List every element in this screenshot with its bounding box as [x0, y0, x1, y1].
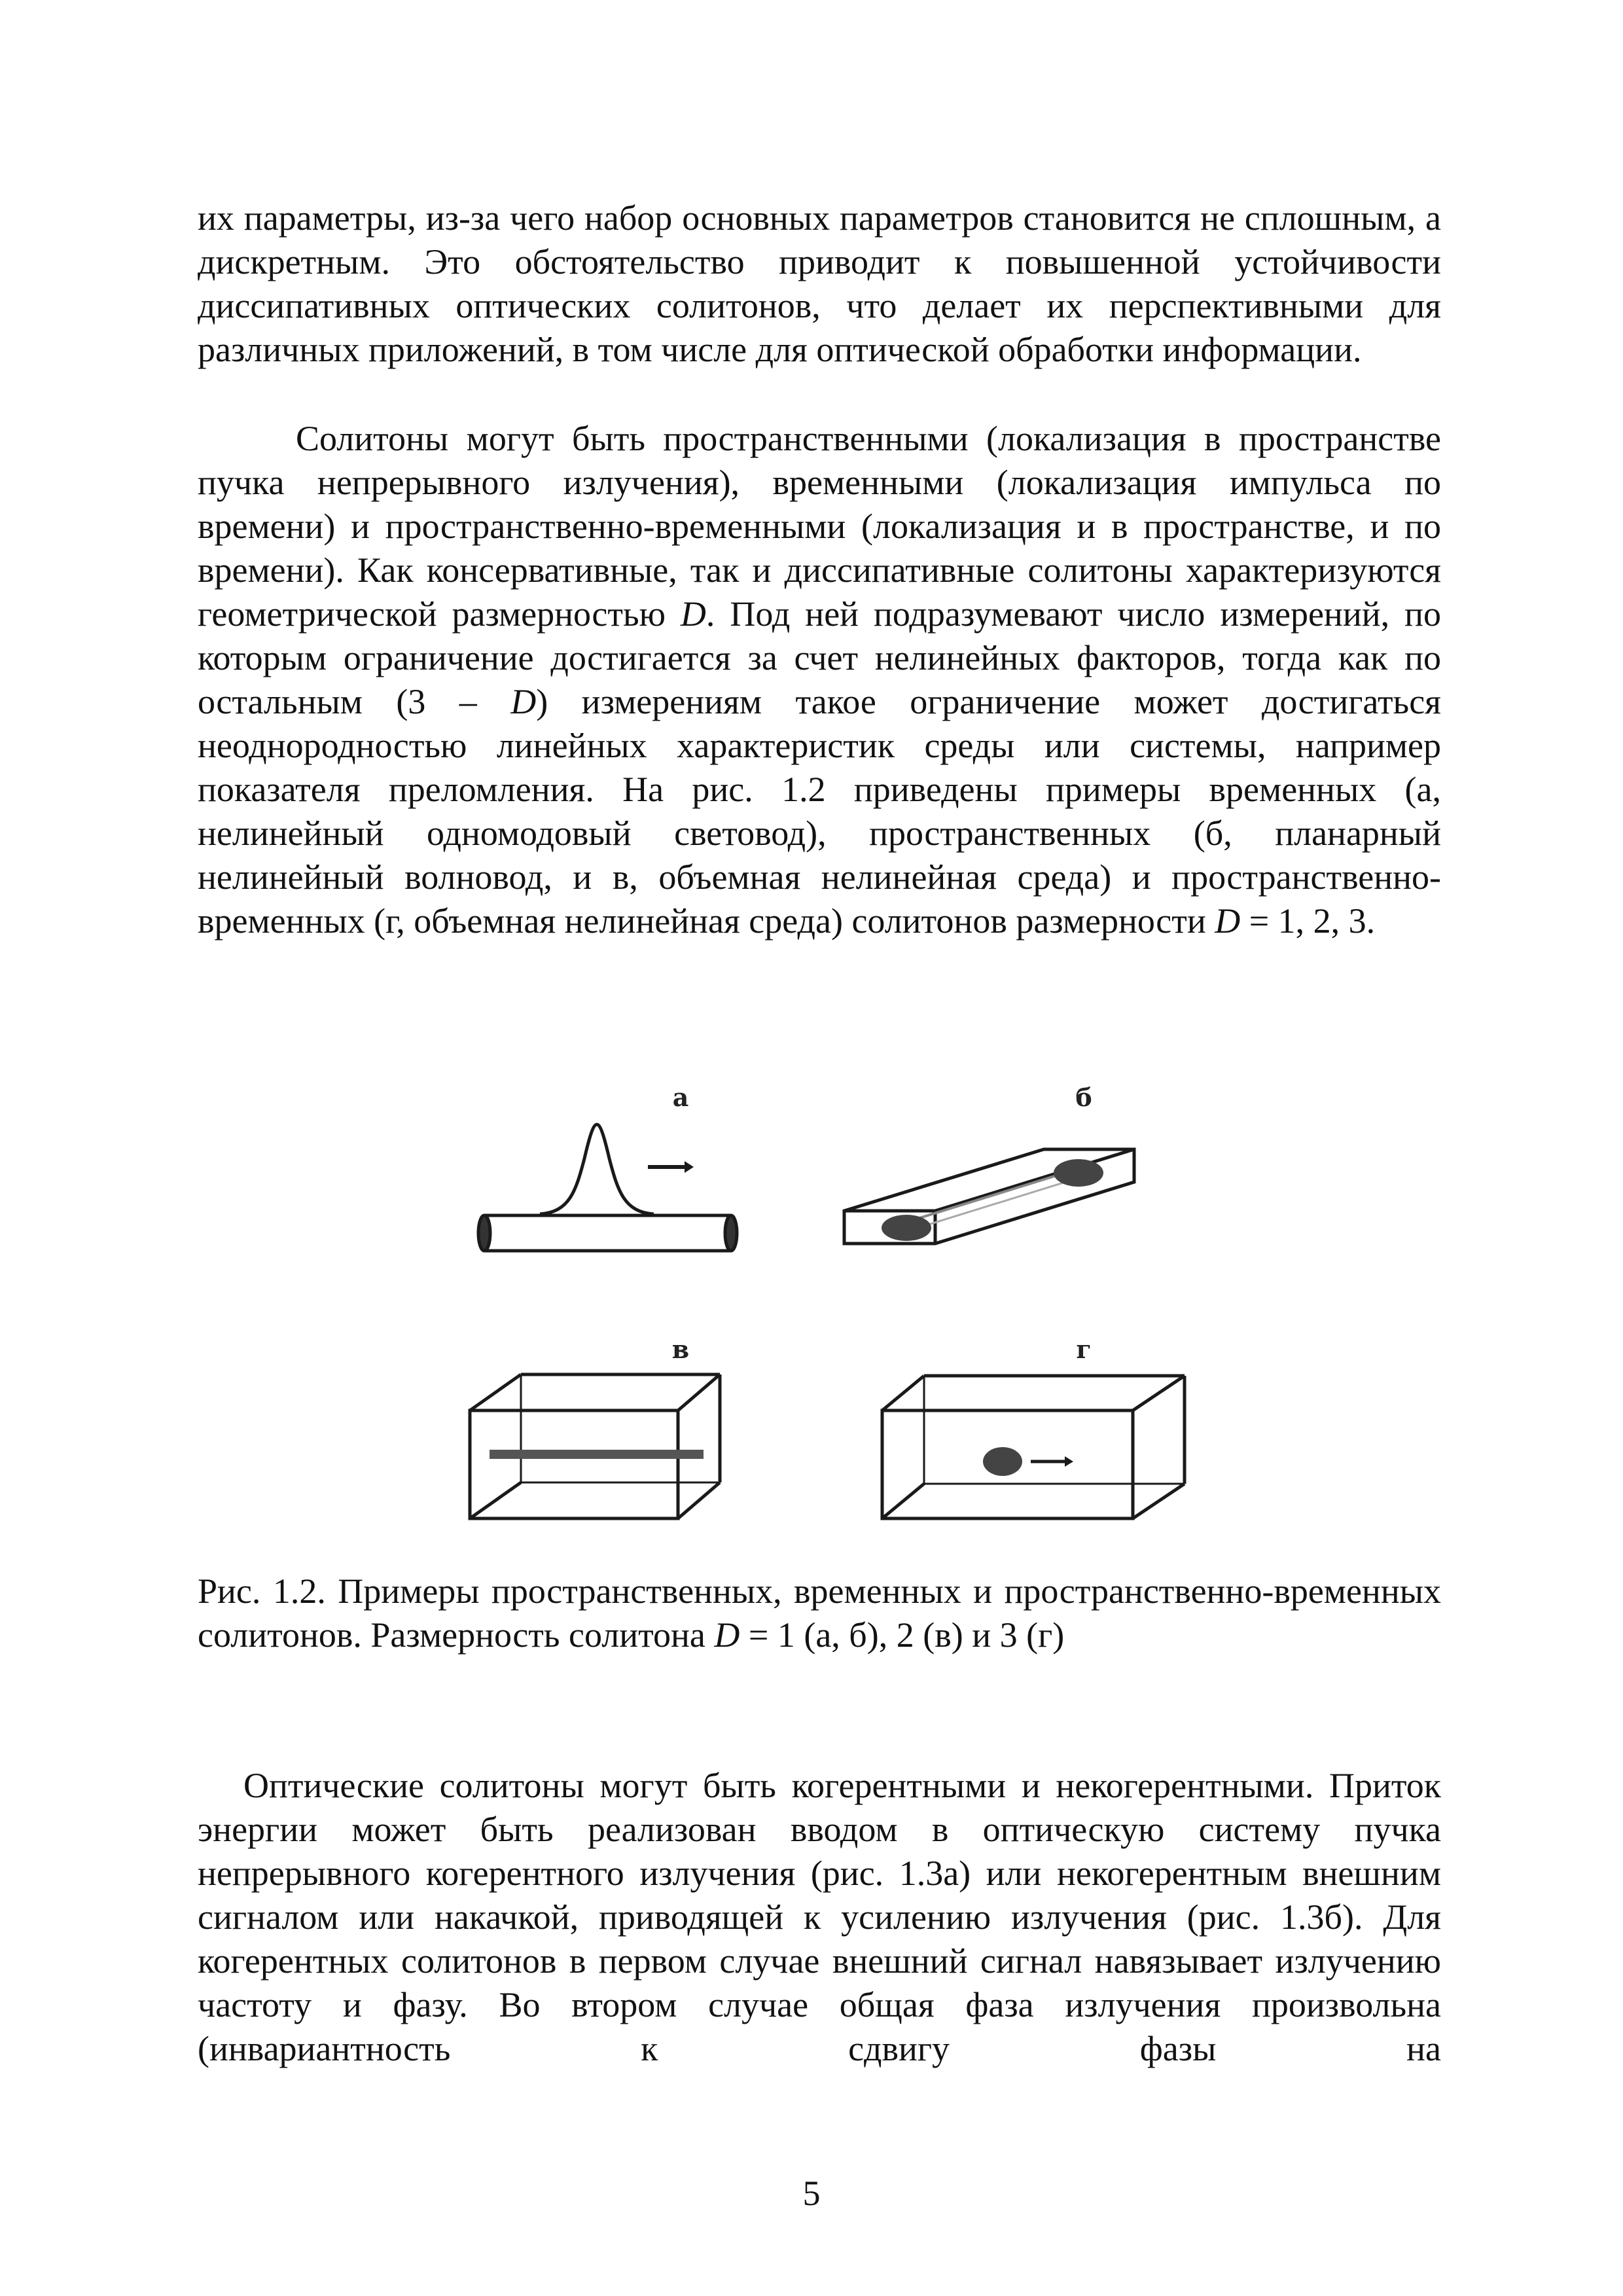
figure-label-v: в	[671, 1335, 690, 1364]
dimension-symbol: D	[510, 682, 537, 721]
paragraph-3: Оптические солитоны могут быть когерентными и некогерентными. Приток энергии может быть реализован вводом в оптическую систему пучка непрерывного когерентного излучения (рис. 1.3а) или некогерентным внешним сигналом или накачкой, приводящей к усилению излучения (рис. 1.3б). Для когерентных солитонов в первом случае внешний сигнал навязывает излучению частоту и фазу. Во втором случае общая фаза излучения произвольна (инвариантность к сдвигу фазы на	[198, 1766, 1441, 2068]
dimension-symbol: D	[714, 1615, 740, 1655]
figure-label-a: а	[672, 1083, 689, 1112]
soliton-spot	[983, 1447, 1022, 1476]
pulse-curve	[540, 1124, 654, 1214]
page-number: 5	[802, 2174, 821, 2213]
figure-label-g: г	[1076, 1335, 1092, 1364]
bulk-medium-diagram-g	[882, 1376, 1185, 1518]
soliton-spot	[882, 1215, 931, 1241]
dimension-symbol: D	[680, 594, 706, 634]
paragraph-2: Солитоны могут быть пространственными (локализация в пространстве пучка непрерывного излучения), временными (локализация импульса по времени) и пространственно-временными (локализация и в пространстве, и по времени). Как консервативные, так и диссипативные солитоны характеризуются геометрической размерностью D. Под ней подразумевают число измерений, по которым ограничение достигается за счет нелинейных факторов, тогда как по остальным (3 – D) измерениям такое ограничение может достигаться неоднородностью линейных характеристик среды или системы, например показателя преломления. На рис. 1.2 приведены примеры временных (а, нелинейный одномодовый световод), пространственных (б, планарный нелинейный волновод, и в, объемная нелинейная среда) и пространственно-временных (г, объемная нелинейная среда) солитонов размерности D = 1, 2, 3.	[198, 419, 1441, 941]
planar-waveguide-diagram	[844, 1149, 1134, 1244]
figure-label-b: б	[1075, 1083, 1092, 1112]
paragraph-1: их параметры, из-за чего набор основных параметров становится не сплошным, а дискретным. Это обстоятельство приводит к повышенной устойчивости диссипативных оптических солитонов, что делает их перспективными для различных приложений, в том числе для оптической обработки информации.	[198, 198, 1441, 369]
dimension-symbol: D	[1215, 901, 1241, 941]
bulk-medium-diagram-v	[470, 1374, 720, 1518]
soliton-spot	[1054, 1159, 1103, 1187]
figure-caption: Рис. 1.2. Примеры пространственных, временных и пространственно-временных солитонов. Размерность солитона D = 1 (а, б), 2 (в) и 3 (г)	[198, 1571, 1441, 1655]
fiber-diagram	[478, 1124, 737, 1251]
